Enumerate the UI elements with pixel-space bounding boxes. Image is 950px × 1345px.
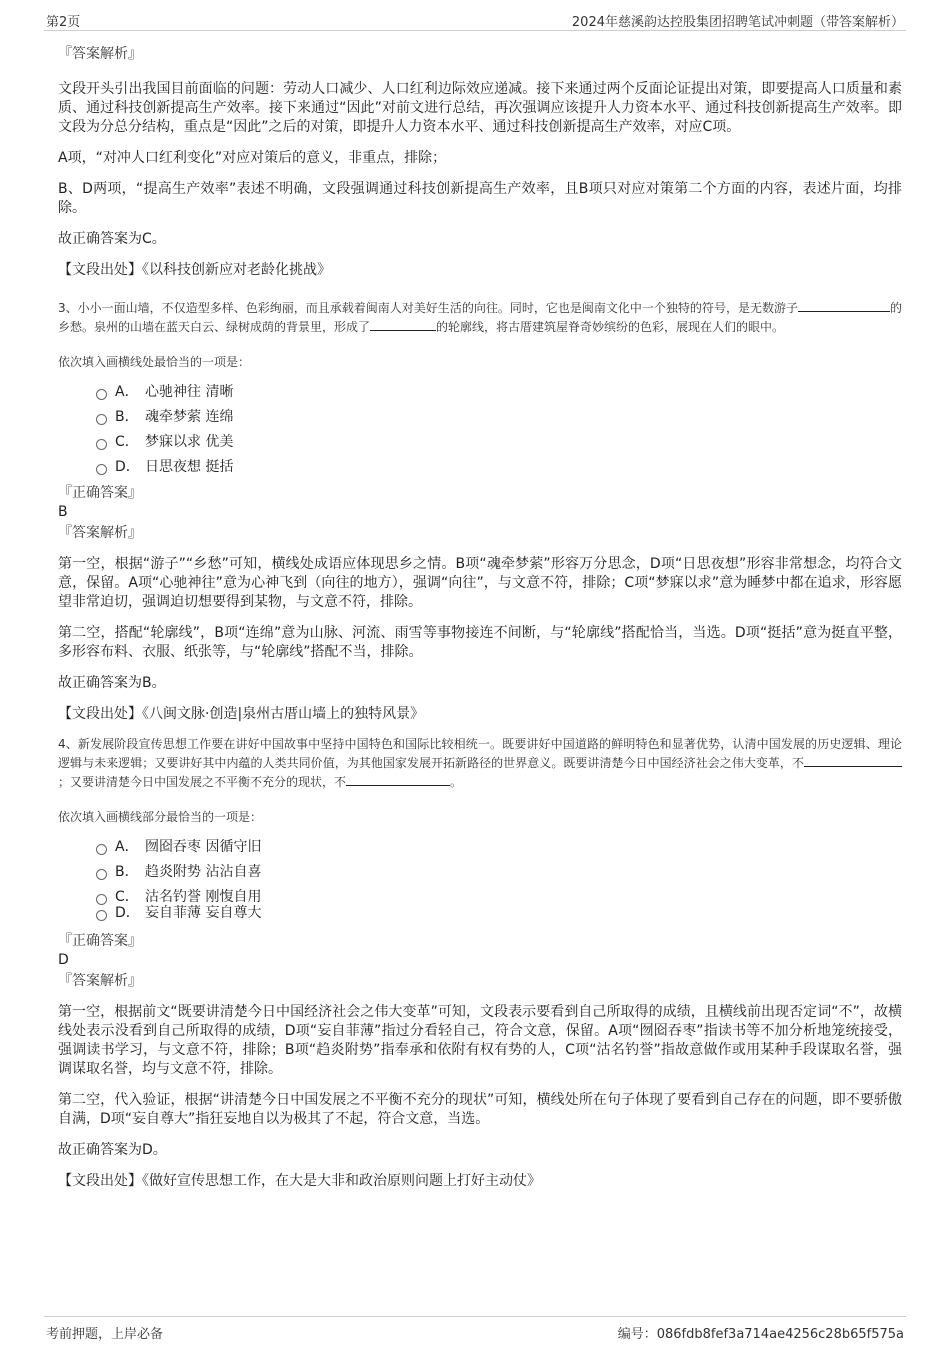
q3-prompt: 依次填入画横线处最恰当的一项是： [58, 355, 251, 369]
q3-stem-part3: 的轮廓线，将古厝建筑屋脊奇妙缤纷的色彩，展现在人们的眼中。 [436, 320, 785, 334]
q3-correct-answer: B [58, 504, 68, 520]
option-label: D． [115, 905, 140, 921]
option-label: C． [115, 889, 139, 905]
page-content [58, 44, 902, 1191]
option-text: 梦寐以求 优美 [145, 434, 234, 450]
q3-analysis-p2: 第二空，搭配“轮廓线”，B项“连绵”意为山脉、河流、雨雪等事物接连不间断，与“轮廓线”搭配恰当，当选。D项“挺括”意为挺直平整，多形容布料、衣服、纸张等，与“轮廓线”搭配不当，排除。 [58, 625, 902, 660]
page-footer [44, 1316, 906, 1345]
q3-analysis-p1: 第一空，根据“游子”“乡愁”可知，横线处成语应体现思乡之情。B项“魂牵梦萦”形容万分思念，D项“日思夜想”形容非常想念，均符合文意，保留。A项“心驰神往”意为心神飞到（向往的地方），强调“向往”，与文意不符，排除；C项“梦寐以求”意为睡梦中都在追求，形容愿望非常迫切，强调迫切想要得到某物，与文意不符，排除。 [58, 556, 902, 610]
q2-source: 【文段出处】《以科技创新应对老龄化挑战》 [58, 262, 331, 278]
q4-stem [58, 735, 902, 792]
q4-blank-2 [346, 773, 450, 786]
q4-prompt: 依次填入画横线部分最恰当的一项是： [58, 810, 263, 824]
q4-stem-part3: 。 [450, 775, 463, 789]
option-text: 妄自菲薄 妄自尊大 [145, 905, 262, 921]
q4-correct-answer: D [58, 952, 69, 968]
q3-option-c[interactable] [96, 432, 902, 452]
q3-stem-part2: 的乡愁。泉州的山墙在蓝天白云、绿树成荫的背景里，形成了 [58, 301, 902, 334]
q4-correct-label: 『正确答案』 [58, 933, 142, 949]
q2-conclusion: 故正确答案为C。 [58, 231, 166, 247]
q4-option-b[interactable] [96, 862, 902, 882]
option-text: 囫囵吞枣 因循守旧 [145, 839, 262, 855]
q4-analysis-p1: 第一空，根据前文“既要讲清楚今日中国经济社会之伟大变革”可知，文段表示要看到自己所取得的成绩，且横线前出现否定词“不”，故横线处表示没看到自己所取得的成绩，D项“妄自菲薄”指过分看轻自己，符合文意，保留。A项“囫囵吞枣”指读书等不加分析地笼统接受，强调读书学习，与文意不符，排除；B项“趋炎附势”指奉承和依附有权有势的人，C项“沽名钓誉”指故意做作或用某种手段谋取名誉，强调谋取名誉，均与文意不符，排除。 [58, 1004, 902, 1077]
option-label: D． [115, 459, 140, 475]
radio-icon[interactable] [96, 869, 107, 880]
document-title: 2024年慈溪韵达控股集团招聘笔试冲刺题（带答案解析） [571, 15, 904, 30]
footer-slogan: 考前押题，上岸必备 [46, 1327, 164, 1342]
q4-analysis-label: 『答案解析』 [58, 973, 142, 989]
q3-analysis-label: 『答案解析』 [58, 525, 142, 541]
q4-option-d[interactable] [96, 903, 902, 923]
page-number: 第2页 [46, 15, 81, 30]
q4-blank-1 [804, 754, 902, 767]
option-text: 魂牵梦萦 连绵 [145, 409, 234, 425]
q3-option-d[interactable] [96, 457, 902, 477]
q3-option-b[interactable] [96, 407, 902, 427]
q4-option-a[interactable] [96, 837, 902, 857]
q3-blank-1 [798, 299, 890, 312]
q3-stem [58, 299, 902, 337]
option-label: B． [115, 864, 139, 880]
q4-source: 【文段出处】《做好宣传思想工作，在大是大非和政治原则问题上打好主动仗》 [58, 1173, 541, 1189]
q3-option-a[interactable] [96, 382, 902, 402]
q2-analysis-label: 『答案解析』 [58, 46, 142, 62]
q3-source: 【文段出处】《八闽文脉·创造|泉州古厝山墙上的独特风景》 [58, 706, 425, 722]
radio-icon[interactable] [96, 464, 107, 475]
q3-correct-label: 『正确答案』 [58, 485, 142, 501]
q3-stem-part1: 3、小小一面山墙，不仅造型多样、色彩绚丽，而且承载着闽南人对美好生活的向往。同时，它也是闽南文化中一个独特的符号，是无数游子 [58, 301, 798, 315]
q3-options [58, 382, 902, 477]
option-text: 心驰神往 清晰 [145, 384, 234, 400]
option-text: 沽名钓誉 刚愎自用 [145, 889, 262, 905]
document-code [618, 1323, 904, 1342]
option-label: A． [115, 384, 139, 400]
radio-icon[interactable] [96, 910, 107, 921]
page-header [44, 0, 906, 31]
option-label: C． [115, 434, 139, 450]
option-text: 趋炎附势 沾沾自喜 [145, 864, 262, 880]
q2-analysis-p2: A项，“对冲人口红利变化”对应对策后的意义，非重点，排除； [58, 150, 447, 166]
radio-icon[interactable] [96, 439, 107, 450]
q4-stem-part1: 4、新发展阶段宣传思想工作要在讲好中国故事中坚持中国特色和国际比较相统一。既要讲好中国道路的鲜明特色和显著优势，认清中国发展的历史逻辑、理论逻辑与未来逻辑；又要讲好其中内蕴的人类共同价值，为其他国家发展开拓新路径的世界意义。既要讲清楚今日中国经济社会之伟大变革，不 [58, 737, 902, 770]
q4-stem-part2: ；又要讲清楚今日中国发展之不平衡不充分的现状，不 [58, 775, 347, 789]
option-label: B． [115, 409, 139, 425]
code-label: 编号： [617, 1327, 657, 1342]
q4-conclusion: 故正确答案为D。 [58, 1142, 167, 1158]
option-text: 日思夜想 挺括 [145, 459, 234, 475]
option-label: A． [115, 839, 139, 855]
q4-analysis-p2: 第二空，代入验证，根据“讲清楚今日中国发展之不平衡不充分的现状”可知，横线处所在句子体现了要看到自己存在的问题，即不要骄傲自满，D项“妄自尊大”指狂妄地自以为极其了不起，符合文意，当选。 [58, 1092, 902, 1127]
q4-options [58, 837, 902, 923]
q2-analysis-p3: B、D两项，“提高生产效率”表述不明确，文段强调通过科技创新提高生产效率，且B项只对应对策第二个方面的内容，表述片面，均排除。 [58, 181, 902, 216]
q3-blank-2 [370, 318, 436, 331]
q2-analysis-p1: 文段开头引出我国目前面临的问题：劳动人口减少、人口红利边际效应递减。接下来通过两个反面论证提出对策，即要提高人口质量和素质、通过科技创新提高生产效率。接下来通过“因此”对前文进行总结，再次强调应该提升人力资本水平、通过科技创新提高生产效率。即文段为分总分结构，重点是“因此”之后的对策，即提升人力资本水平、通过科技创新提高生产效率，对应C项。 [58, 81, 902, 135]
radio-icon[interactable] [96, 414, 107, 425]
q3-conclusion: 故正确答案为B。 [58, 675, 166, 691]
radio-icon[interactable] [96, 389, 107, 400]
code-value: 086fdb8fef3a714ae4256c28b65f575a [656, 1327, 904, 1342]
radio-icon[interactable] [96, 844, 107, 855]
